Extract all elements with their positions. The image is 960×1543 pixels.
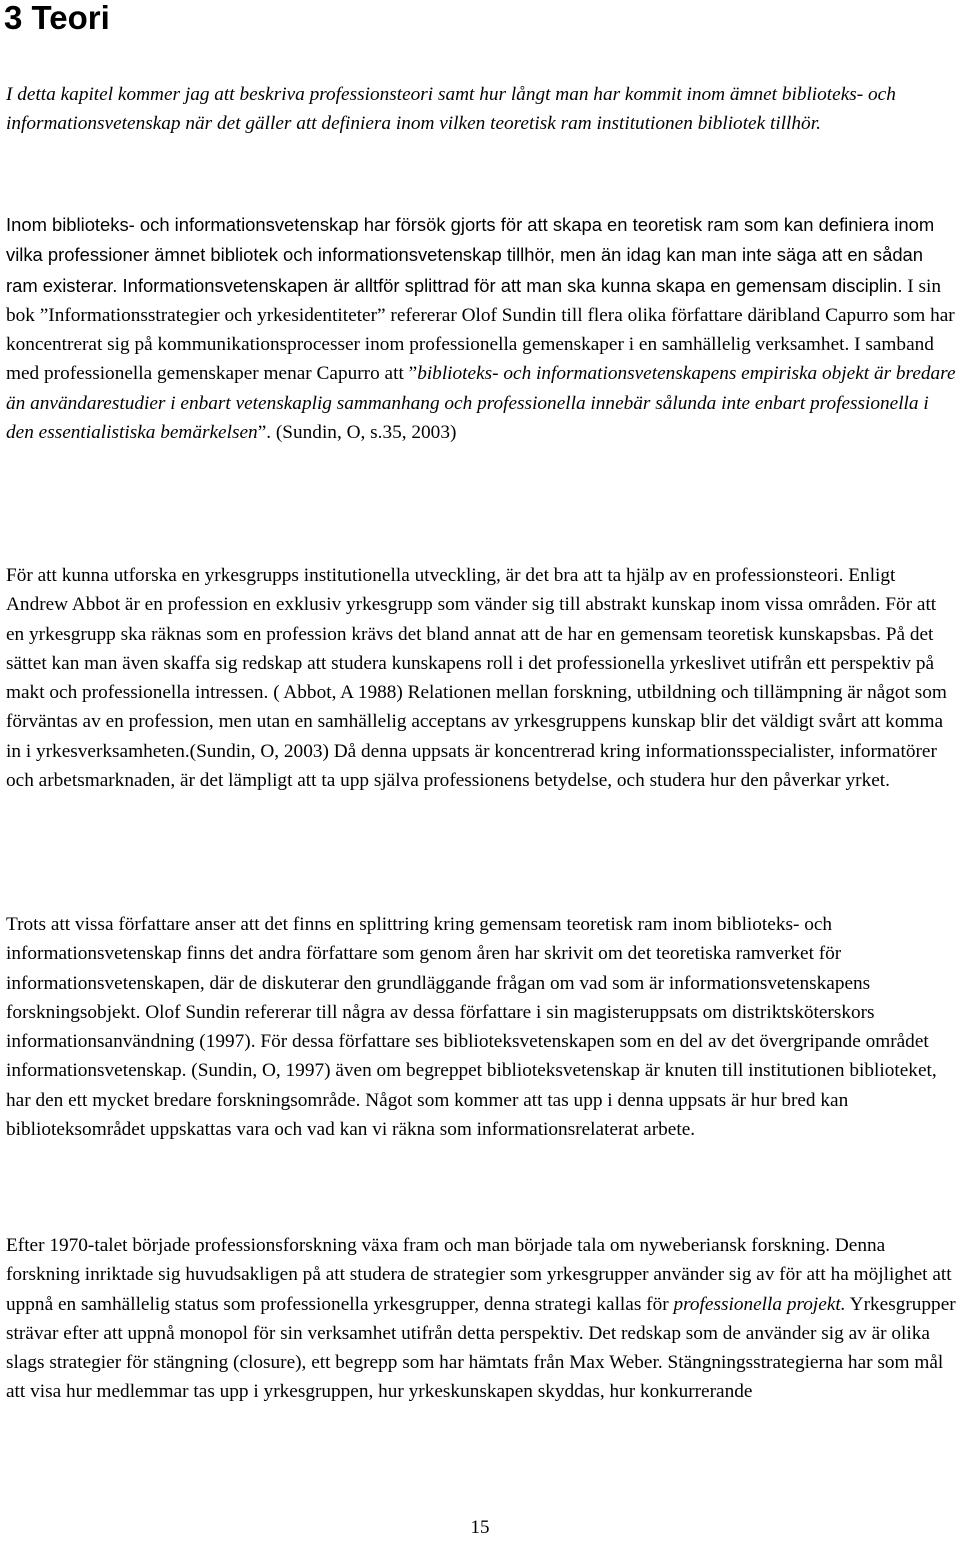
term-professional-projects: professionella projekt.	[673, 1293, 846, 1315]
paragraph-profession-theory: För att kunna utforska en yrkesgrupps institutionella utveckling, är det bra att ta hjälp av en professionsteori. Enligt Andrew Abbot är en profession en exklusiv yrkesgrupp som vänder sig till abstrakt kunskap inom vissa områden. För att en yrkesgrupp ska räknas som en profession krävs det bland annat att de har en gemensam teoretisk kunskapsbas. På det sättet kan man även skaffa sig redskap att studera kunskapens roll i det professionella yrkeslivet utifrån ett perspektiv på makt och professionella intressen. ( Abbot, A 1988) Relationen mellan forskning, utbildning och tillämpning är något som förväntas av en profession, men utan en samhällelig acceptans av yrkesgruppens kunskap blir det väldigt svårt att komma in i yrkesverksamheten.(Sundin, O, 2003) Då denna uppsats är koncentrerad kring informationsspecialister, informatörer och arbetsmarknaden, är det lämpligt att ta upp själva professionens betydelse, och studera hur den påverkar yrket.	[6, 565, 947, 792]
page-number: 15	[470, 1517, 490, 1538]
paragraph-theoretical-frame	[6, 210, 956, 447]
paragraph-neo-weberian	[6, 1231, 956, 1407]
paragraph-text: Inom biblioteks- och informationsvetenskap har försök gjorts för att skapa en teoretisk ram som kan definiera inom vilka professioner ämnet bibliotek och informationsvetenskap tillhör, men än idag kan man inte säga att en sådan ram existerar. Informationsvetenskapen är alltför splittrad för att man ska kunna skapa en gemensam disciplin.	[6, 214, 935, 296]
citation: ”. (Sundin, O, s.35, 2003)	[257, 422, 457, 444]
paragraph-information-science: Trots att vissa författare anser att det finns en splittring kring gemensam teoretisk ram inom biblioteks- och informationsvetenskap finns det andra författare som genom åren har skrivit om det teoretiska ramverket för informationsvetenskapen, där de diskuterar den grundläggande frågan om vad som är informationsvetenskapens forskningsobjekt. Olof Sundin refererar till några av dessa författare i sin magisteruppsats om distriktsköterskors informationsanvändning (1997). För dessa författare ses biblioteksvetenskapen som en del av det övergripande området informationsvetenskap. (Sundin, O, 1997) även om begreppet biblioteksvetenskap är knuten till institutionen biblioteket, har den ett mycket bredare forskningsområde. Något som kommer att tas upp i denna uppsats är hur bred kan biblioteksområdet uppskattas vara och vad kan vi räkna som informationsrelaterat arbete.	[6, 914, 937, 1141]
chapter-intro: I detta kapitel kommer jag att beskriva professionsteori samt hur långt man har kommit inom ämnet biblioteks- och informationsvetenskap när det gäller att definiera inom vilken teoretisk ram institutionen bibliotek tillhör.	[6, 84, 896, 134]
paragraph-text: I sin bok ”Informationsstrategier och yrkesidentiteter” refererar Olof Sundin till flera olika författare däribland Capurro som har koncentrerat sig på kommunikationsprocesser inom professionella gemenskaper i en samhällelig verksamhet. I samband med professionella gemenskaper menar Capurro att ”	[6, 275, 955, 385]
capurro-quote: biblioteks- och informationsvetenskapens empiriska objekt är bredare än användarestudier i enbart vetenskaplig sammanhang och professionella innebär sålunda inte enbart professionella i den essentialistiska bemärkelsen	[6, 363, 956, 444]
paragraph-text: Yrkesgrupper strävar efter att uppnå monopol för sin verksamhet utifrån detta perspektiv. Det redskap som de använder sig av är olika slags strategier för stängning (closure), ett begrepp som har hämtats från Max Weber. Stängningsstrategierna har som mål att visa hur medlemmar tas upp i yrkesgruppen, hur yrkeskunskapen skyddas, hur konkurrerande	[6, 1293, 956, 1403]
chapter-title: 3 Teori	[4, 0, 110, 36]
paragraph-text: Efter 1970-talet började professionsforskning växa fram och man började tala om nyweberiansk forskning. Denna forskning inriktade sig huvudsakligen på att studera de strategier som yrkesgrupper använder sig av för att ha möjlighet att uppnå en samhällelig status som professionella yrkesgrupper, denna strategi kallas för	[6, 1235, 952, 1315]
